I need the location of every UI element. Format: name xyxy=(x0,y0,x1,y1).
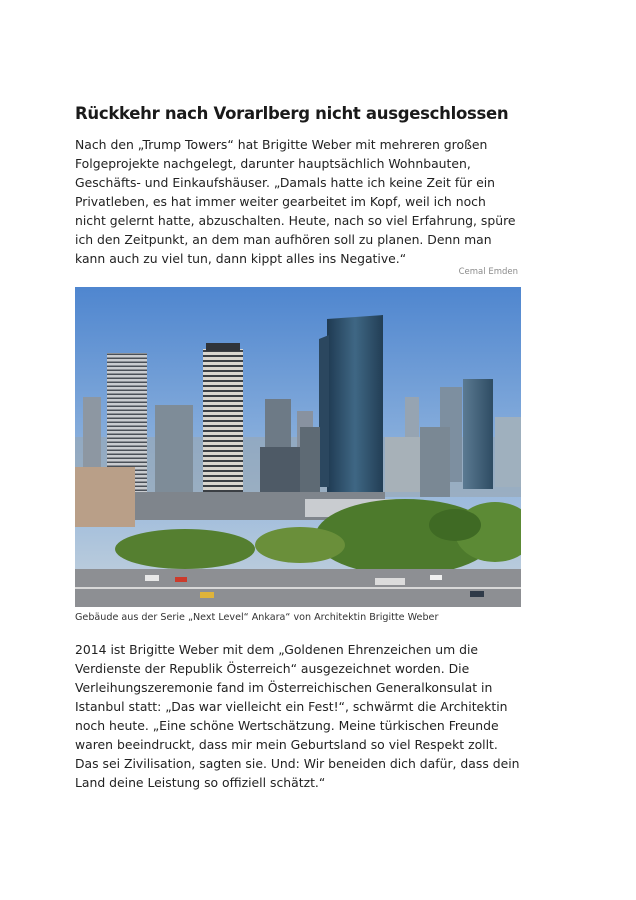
paragraph-line: 2014 ist Brigitte Weber mit dem „Goldenen Ehrenzeichen um die xyxy=(75,642,479,657)
paragraph-line: waren beeindruckt, dass mir mein Geburtsland so viel Respekt zollt. xyxy=(75,737,498,752)
paragraph-line: noch heute. „Eine schöne Wertschätzung. Meine türkischen Freunde xyxy=(75,718,499,733)
body-paragraph xyxy=(75,640,525,792)
paragraph-line: Verdienste der Republik Österreich“ ausgezeichnet worden. Die xyxy=(75,661,470,676)
intro-paragraph xyxy=(75,135,525,268)
photo-credit: Cemal Emden xyxy=(458,267,518,277)
paragraph-line: Istanbul statt: „Das war vielleicht ein Fest!“, schwärmt die Architektin xyxy=(75,699,508,714)
paragraph-line: kann auch zu viel tun, dann kippt alles ins Negative.“ xyxy=(75,251,407,266)
paragraph-line: Das sei Zivilisation, sagten sie. Und: Wir beneiden dich dafür, dass dein xyxy=(75,756,520,771)
paragraph-line: nicht gelernt hatte, abzuschalten. Heute, nach so viel Erfahrung, spüre xyxy=(75,213,516,228)
skyline-photo xyxy=(75,287,521,607)
section-heading: Rückkehr nach Vorarlberg nicht ausgeschlossen xyxy=(75,104,509,123)
paragraph-line: Privatleben, es hat immer weiter gearbeitet im Kopf, weil ich noch xyxy=(75,194,486,209)
paragraph-line: ich den Zeitpunkt, an dem man aufhören soll zu planen. Denn man xyxy=(75,232,492,247)
paragraph-line: Verleihungszeremonie fand im Österreichischen Generalkonsulat in xyxy=(75,680,493,695)
paragraph-line: Nach den „Trump Towers“ hat Brigitte Weber mit mehreren großen xyxy=(75,137,488,152)
photo-caption: Gebäude aus der Serie „Next Level“ Ankara“ von Architektin Brigitte Weber xyxy=(75,612,439,623)
paragraph-line: Geschäfts- und Einkaufshäuser. „Damals hatte ich keine Zeit für ein xyxy=(75,175,495,190)
paragraph-line: Folgeprojekte nachgelegt, darunter hauptsächlich Wohnbauten, xyxy=(75,156,471,171)
paragraph-line: Land deine Leistung so offiziell schätzt.“ xyxy=(75,775,326,790)
